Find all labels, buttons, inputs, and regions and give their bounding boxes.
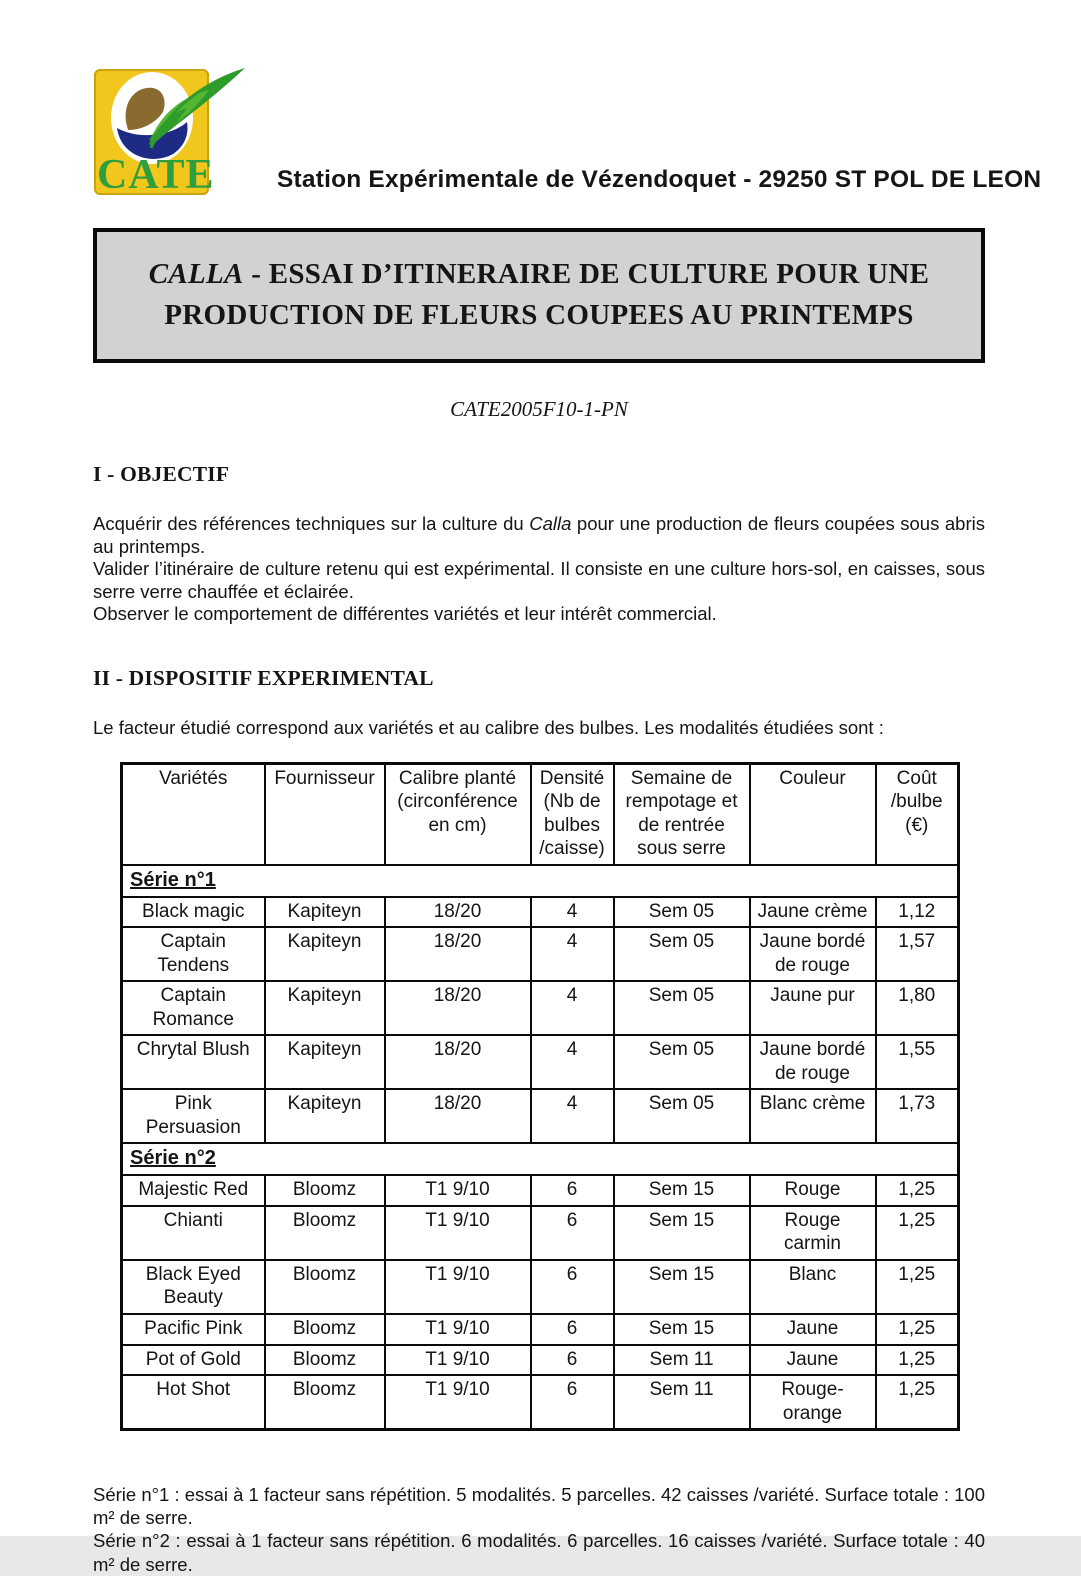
table-cell: Kapiteyn <box>265 927 385 981</box>
table-cell: Jaune pur <box>750 981 876 1035</box>
table-cell: 18/20 <box>385 927 531 981</box>
table-cell: Sem 05 <box>614 1035 750 1089</box>
table-cell: T1 9/10 <box>385 1260 531 1314</box>
series-label-row <box>122 1143 959 1175</box>
table-cell: 4 <box>531 927 614 981</box>
logo-letters: CATE <box>97 152 215 198</box>
table-cell: T1 9/10 <box>385 1175 531 1206</box>
table-cell: Sem 11 <box>614 1345 750 1376</box>
column-header-4: Semaine de rempotage et de rentrée sous serre <box>614 763 750 865</box>
section-heading-objectif: I - OBJECTIF <box>93 462 230 487</box>
p1-calla: Calla <box>529 513 572 535</box>
series-label-row <box>122 865 959 897</box>
table-row <box>122 981 959 1035</box>
table-cell: 6 <box>531 1175 614 1206</box>
note-serie-2: Série n°2 : essai à 1 facteur sans répétition. 6 modalités. 6 parcelles. 16 caisses /variété. Surface totale : 40 m² de serre. <box>93 1530 985 1575</box>
table-cell: 18/20 <box>385 1089 531 1143</box>
table-row <box>122 1375 959 1430</box>
table-cell: Pot of Gold <box>122 1345 265 1376</box>
objectif-paragraph-3: Observer le comportement de différentes variétés et leur intérêt commercial. <box>93 603 717 625</box>
table-cell: Captain Tendens <box>122 927 265 981</box>
table-cell: 4 <box>531 1089 614 1143</box>
table-row <box>122 1345 959 1376</box>
column-header-1: Fournisseur <box>265 763 385 865</box>
section-heading-dispositif: II - DISPOSITIF EXPERIMENTAL <box>93 666 434 690</box>
table-cell: 1,25 <box>876 1175 959 1206</box>
table-cell: 1,80 <box>876 981 959 1035</box>
table-cell: Rouge carmin <box>750 1206 876 1260</box>
table-cell: 6 <box>531 1314 614 1345</box>
table-cell: 1,55 <box>876 1035 959 1089</box>
p1-before: Acquérir des références techniques sur la culture du <box>93 513 530 535</box>
table-cell: 6 <box>531 1345 614 1376</box>
column-header-2: Calibre planté (circonférence en cm) <box>385 763 531 865</box>
table-cell: T1 9/10 <box>385 1375 531 1430</box>
table-cell: Captain Romance <box>122 981 265 1035</box>
table-row <box>122 1175 959 1206</box>
table-cell: Sem 05 <box>614 981 750 1035</box>
note-serie-1: Série n°1 : essai à 1 facteur sans répétition. 5 modalités. 5 parcelles. 42 caisses /variété. Surface totale : 100 m² de serre. <box>93 1484 985 1529</box>
series-label-text: Série n°1 <box>130 868 216 891</box>
table-row <box>122 897 959 928</box>
table-cell: Jaune <box>750 1314 876 1345</box>
table-cell: Bloomz <box>265 1345 385 1376</box>
table-cell: 1,57 <box>876 927 959 981</box>
table-cell: 1,25 <box>876 1260 959 1314</box>
cate-logo-icon <box>93 64 253 196</box>
objectif-paragraph-1 <box>93 513 985 558</box>
objectif-paragraphs <box>93 513 985 626</box>
table-cell: Majestic Red <box>122 1175 265 1206</box>
cate-logo <box>93 64 253 196</box>
table-cell: Rouge <box>750 1175 876 1206</box>
table-cell: Chrytal Blush <box>122 1035 265 1089</box>
table-cell: Sem 05 <box>614 927 750 981</box>
table-cell: Black magic <box>122 897 265 928</box>
objectif-paragraph-2: Valider l’itinéraire de culture retenu qui est expérimental. Il consiste en une culture hors-sol, en caisses, sous serre verre chauffée et éclairée. <box>93 558 985 602</box>
reference-code: CATE2005F10-1-PN <box>450 397 628 422</box>
table-header-row <box>122 763 959 865</box>
table-cell: Bloomz <box>265 1175 385 1206</box>
table-cell: Pacific Pink <box>122 1314 265 1345</box>
table-row <box>122 1035 959 1089</box>
title-banner <box>93 228 985 363</box>
title-rest: - ESSAI D’ITINERAIRE DE CULTURE POUR UNE PRODUCTION DE FLEURS COUPEES AU PRINTEMPS <box>164 258 930 331</box>
station-line: Station Expérimentale de Vézendoquet - 29250 ST POL DE LEON <box>277 166 1042 193</box>
table-cell: 18/20 <box>385 1035 531 1089</box>
table-cell: 4 <box>531 981 614 1035</box>
footer-notes <box>93 1483 985 1576</box>
table-cell: Sem 05 <box>614 897 750 928</box>
series-label-text: Série n°2 <box>130 1147 216 1170</box>
table-cell: Sem 11 <box>614 1375 750 1430</box>
table-cell: 6 <box>531 1260 614 1314</box>
table-row <box>122 927 959 981</box>
table-cell: 6 <box>531 1375 614 1430</box>
table-cell: 1,25 <box>876 1345 959 1376</box>
table-cell: Kapiteyn <box>265 897 385 928</box>
table-cell: Hot Shot <box>122 1375 265 1430</box>
modalities-table <box>120 762 960 1432</box>
table-cell: 1,73 <box>876 1089 959 1143</box>
table-cell: 4 <box>531 897 614 928</box>
table-cell: Sem 05 <box>614 1089 750 1143</box>
table-cell: 1,25 <box>876 1314 959 1345</box>
table-row <box>122 1206 959 1260</box>
table-cell: Blanc crème <box>750 1089 876 1143</box>
table-cell: Chianti <box>122 1206 265 1260</box>
table-cell: Jaune bordé de rouge <box>750 927 876 981</box>
table-cell: Pink Persuasion <box>122 1089 265 1143</box>
document-header <box>93 66 1042 198</box>
table-cell: Jaune <box>750 1345 876 1376</box>
column-header-3: Densité (Nb de bulbes /caisse) <box>531 763 614 865</box>
table-cell: Bloomz <box>265 1206 385 1260</box>
table-cell: Kapiteyn <box>265 1089 385 1143</box>
p1-after: pour une production de fleurs coupées sous abris au printemps. <box>93 513 985 557</box>
series-label <box>122 865 959 897</box>
table-row <box>122 1260 959 1314</box>
table-cell: Jaune crème <box>750 897 876 928</box>
table-cell: T1 9/10 <box>385 1314 531 1345</box>
table-cell: 6 <box>531 1206 614 1260</box>
table-cell: Jaune bordé de rouge <box>750 1035 876 1089</box>
table-cell: 18/20 <box>385 897 531 928</box>
table-cell: Rouge-orange <box>750 1375 876 1430</box>
table-cell: Bloomz <box>265 1314 385 1345</box>
dispositif-intro: Le facteur étudié correspond aux variétés et au calibre des bulbes. Les modalités étudiées sont : <box>93 717 884 738</box>
table-row <box>122 1089 959 1143</box>
column-header-5: Couleur <box>750 763 876 865</box>
table-cell: Kapiteyn <box>265 981 385 1035</box>
table-cell: Kapiteyn <box>265 1035 385 1089</box>
table-cell: 1,12 <box>876 897 959 928</box>
table-cell: Sem 15 <box>614 1260 750 1314</box>
table-cell: Sem 15 <box>614 1206 750 1260</box>
table-cell: 1,25 <box>876 1206 959 1260</box>
series-label <box>122 1143 959 1175</box>
table-cell: T1 9/10 <box>385 1345 531 1376</box>
table-cell: 18/20 <box>385 981 531 1035</box>
table-cell: 4 <box>531 1035 614 1089</box>
table-cell: Bloomz <box>265 1260 385 1314</box>
column-header-6: Coût /bulbe (€) <box>876 763 959 865</box>
table-cell: 1,25 <box>876 1375 959 1430</box>
table-cell: Bloomz <box>265 1375 385 1430</box>
title-calla: CALLA <box>148 258 244 290</box>
table-cell: Sem 15 <box>614 1175 750 1206</box>
column-header-0: Variétés <box>122 763 265 865</box>
table-cell: T1 9/10 <box>385 1206 531 1260</box>
table-cell: Black Eyed Beauty <box>122 1260 265 1314</box>
table-cell: Sem 15 <box>614 1314 750 1345</box>
table-cell: Blanc <box>750 1260 876 1314</box>
table-row <box>122 1314 959 1345</box>
